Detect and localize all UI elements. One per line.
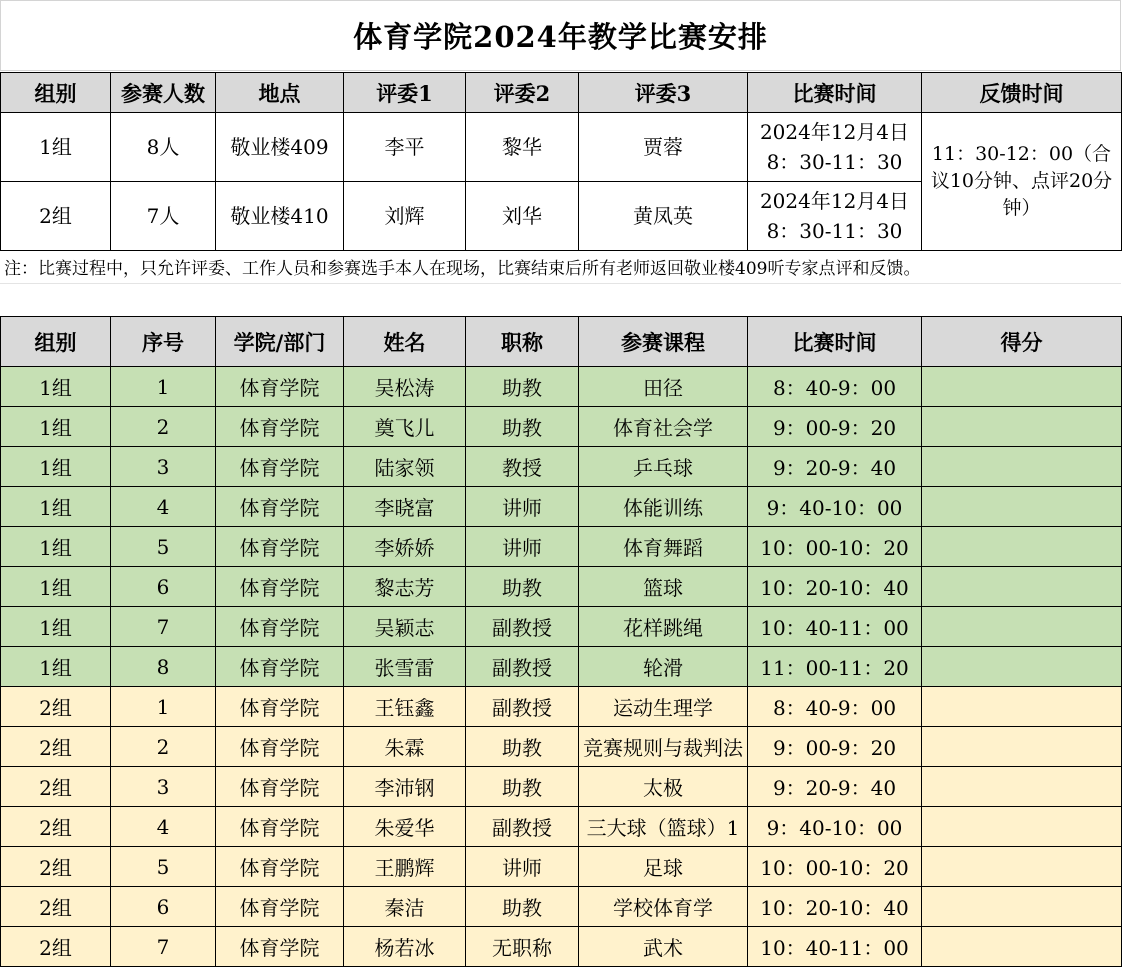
number-cell[interactable]: 7: [111, 607, 216, 647]
group-cell[interactable]: 2组: [1, 887, 111, 927]
table-row: [1, 367, 1122, 407]
course-cell[interactable]: 竞赛规则与裁判法: [579, 727, 748, 767]
job-title-cell[interactable]: 无职称: [466, 927, 579, 967]
time-cell[interactable]: 9：40-10：00: [748, 487, 922, 527]
header-cell: 组别: [1, 317, 111, 367]
header-cell: 序号: [111, 317, 216, 367]
score-cell[interactable]: [922, 407, 1122, 447]
score-cell[interactable]: [922, 647, 1122, 687]
time-cell[interactable]: 10：40-11：00: [748, 607, 922, 647]
table-row: [1, 567, 1122, 607]
job-title-cell[interactable]: 助教: [466, 727, 579, 767]
table-row: [1, 447, 1122, 487]
job-title-cell[interactable]: 助教: [466, 887, 579, 927]
blank-row: [0, 283, 1121, 317]
number-cell[interactable]: 8: [111, 647, 216, 687]
name-cell[interactable]: 王鹏辉: [344, 847, 466, 887]
count-cell[interactable]: 8人: [111, 113, 216, 182]
course-cell[interactable]: 篮球: [579, 567, 748, 607]
table-row: [1, 607, 1122, 647]
job-title-cell[interactable]: 讲师: [466, 527, 579, 567]
header-cell: 评委2: [466, 73, 579, 113]
job-title-cell[interactable]: 助教: [466, 407, 579, 447]
score-cell[interactable]: [922, 607, 1122, 647]
group-cell[interactable]: 1组: [1, 447, 111, 487]
time-cell[interactable]: 9：00-9：20: [748, 727, 922, 767]
table-row: [1, 687, 1122, 727]
time-cell[interactable]: 10：00-10：20: [748, 527, 922, 567]
header-cell: 评委3: [579, 73, 748, 113]
table-row: [1, 847, 1122, 887]
judge2-cell[interactable]: 黎华: [466, 113, 579, 182]
summary-row: [1, 113, 1122, 182]
group-cell[interactable]: 1组: [1, 647, 111, 687]
datetime-cell[interactable]: [748, 182, 922, 251]
group-cell[interactable]: 2组: [1, 927, 111, 967]
table-row: [1, 807, 1122, 847]
time-cell[interactable]: 9：00-9：20: [748, 407, 922, 447]
number-cell[interactable]: 1: [111, 367, 216, 407]
score-cell[interactable]: [922, 527, 1122, 567]
judge1-cell[interactable]: 刘辉: [344, 182, 466, 251]
course-cell[interactable]: 体育舞蹈: [579, 527, 748, 567]
dept-cell[interactable]: 体育学院: [216, 847, 344, 887]
header-cell: 评委1: [344, 73, 466, 113]
summary-table: [0, 72, 1122, 251]
group-cell[interactable]: 2组: [1, 767, 111, 807]
header-cell: 参赛人数: [111, 73, 216, 113]
group-cell[interactable]: 1组: [1, 567, 111, 607]
name-cell[interactable]: 奠飞儿: [344, 407, 466, 447]
number-cell[interactable]: 1: [111, 687, 216, 727]
time-cell[interactable]: 8：40-9：00: [748, 367, 922, 407]
name-cell[interactable]: 黎志芳: [344, 567, 466, 607]
header-cell: 组别: [1, 73, 111, 113]
dept-cell[interactable]: 体育学院: [216, 807, 344, 847]
score-cell[interactable]: [922, 687, 1122, 727]
number-cell[interactable]: 6: [111, 567, 216, 607]
feedback-time-cell[interactable]: 11：30-12：00（合议10分钟、点评20分钟）: [922, 113, 1122, 251]
time-cell[interactable]: 9：20-9：40: [748, 767, 922, 807]
dept-cell[interactable]: 体育学院: [216, 607, 344, 647]
judge1-cell[interactable]: 李平: [344, 113, 466, 182]
course-cell[interactable]: 太极: [579, 767, 748, 807]
number-cell[interactable]: 2: [111, 727, 216, 767]
group-cell[interactable]: 1组: [1, 113, 111, 182]
judge3-cell[interactable]: 黄凤英: [579, 182, 748, 251]
dept-cell[interactable]: 体育学院: [216, 887, 344, 927]
summary-header-row: [1, 73, 1122, 113]
course-cell[interactable]: 学校体育学: [579, 887, 748, 927]
job-title-cell[interactable]: 助教: [466, 367, 579, 407]
place-cell[interactable]: 敬业楼409: [216, 113, 344, 182]
job-title-cell[interactable]: 副教授: [466, 607, 579, 647]
group-cell[interactable]: 2组: [1, 182, 111, 251]
header-cell: 反馈时间: [922, 73, 1122, 113]
job-title-cell[interactable]: 教授: [466, 447, 579, 487]
job-title-cell[interactable]: 副教授: [466, 687, 579, 727]
number-cell[interactable]: 6: [111, 887, 216, 927]
group-cell[interactable]: 1组: [1, 367, 111, 407]
number-cell[interactable]: 3: [111, 447, 216, 487]
name-cell[interactable]: 张雪雷: [344, 647, 466, 687]
table-row: [1, 887, 1122, 927]
job-title-cell[interactable]: 助教: [466, 767, 579, 807]
judge3-cell[interactable]: 贾蓉: [579, 113, 748, 182]
header-cell: 参赛课程: [579, 317, 748, 367]
score-cell[interactable]: [922, 447, 1122, 487]
group-cell[interactable]: 1组: [1, 607, 111, 647]
course-cell[interactable]: 三大球（篮球）1: [579, 807, 748, 847]
name-cell[interactable]: 朱霖: [344, 727, 466, 767]
job-title-cell[interactable]: 讲师: [466, 847, 579, 887]
header-cell: 比赛时间: [748, 317, 922, 367]
course-cell[interactable]: 田径: [579, 367, 748, 407]
score-cell[interactable]: [922, 367, 1122, 407]
header-cell: 得分: [922, 317, 1122, 367]
name-cell[interactable]: 李晓富: [344, 487, 466, 527]
time-cell[interactable]: 8：40-9：00: [748, 687, 922, 727]
number-cell[interactable]: 4: [111, 807, 216, 847]
dept-cell[interactable]: 体育学院: [216, 927, 344, 967]
time-cell[interactable]: 9：40-10：00: [748, 807, 922, 847]
course-cell[interactable]: 乒乓球: [579, 447, 748, 487]
name-cell[interactable]: 杨若冰: [344, 927, 466, 967]
group-cell[interactable]: 2组: [1, 807, 111, 847]
name-cell[interactable]: 李沛钢: [344, 767, 466, 807]
score-cell[interactable]: [922, 927, 1122, 967]
date-text: 2024年12月4日: [759, 120, 910, 144]
place-cell[interactable]: 敬业楼410: [216, 182, 344, 251]
name-cell[interactable]: 秦洁: [344, 887, 466, 927]
dept-cell[interactable]: 体育学院: [216, 767, 344, 807]
score-cell[interactable]: [922, 727, 1122, 767]
table-row: [1, 527, 1122, 567]
schedule-header-row: [1, 317, 1122, 367]
group-cell[interactable]: 1组: [1, 527, 111, 567]
score-cell[interactable]: [922, 567, 1122, 607]
course-cell[interactable]: 轮滑: [579, 647, 748, 687]
number-cell[interactable]: 5: [111, 847, 216, 887]
name-cell[interactable]: 吴颖志: [344, 607, 466, 647]
dept-cell[interactable]: 体育学院: [216, 407, 344, 447]
time-cell[interactable]: 10：20-10：40: [748, 887, 922, 927]
time-cell[interactable]: 9：20-9：40: [748, 447, 922, 487]
score-cell[interactable]: [922, 887, 1122, 927]
course-cell[interactable]: 运动生理学: [579, 687, 748, 727]
score-cell[interactable]: [922, 487, 1122, 527]
name-cell[interactable]: 王钰鑫: [344, 687, 466, 727]
course-cell[interactable]: 体育社会学: [579, 407, 748, 447]
name-cell[interactable]: 陆家领: [344, 447, 466, 487]
name-cell[interactable]: 李娇娇: [344, 527, 466, 567]
table-row: [1, 407, 1122, 447]
name-cell[interactable]: 吴松涛: [344, 367, 466, 407]
course-cell[interactable]: 体能训练: [579, 487, 748, 527]
job-title-cell[interactable]: 讲师: [466, 487, 579, 527]
schedule-table: [0, 316, 1122, 967]
course-cell[interactable]: 武术: [579, 927, 748, 967]
course-cell[interactable]: 花样跳绳: [579, 607, 748, 647]
page-title: 体育学院2024年教学比赛安排: [0, 0, 1121, 71]
number-cell[interactable]: 2: [111, 407, 216, 447]
name-cell[interactable]: 朱爱华: [344, 807, 466, 847]
number-cell[interactable]: 7: [111, 927, 216, 967]
table-row: [1, 767, 1122, 807]
time-text: 8：30-11：30: [766, 150, 903, 174]
number-cell[interactable]: 4: [111, 487, 216, 527]
datetime-cell[interactable]: [748, 113, 922, 182]
dept-cell[interactable]: 体育学院: [216, 367, 344, 407]
job-title-cell[interactable]: 助教: [466, 567, 579, 607]
table-row: [1, 727, 1122, 767]
group-cell[interactable]: 1组: [1, 407, 111, 447]
score-cell[interactable]: [922, 767, 1122, 807]
job-title-cell[interactable]: 副教授: [466, 807, 579, 847]
dept-cell[interactable]: 体育学院: [216, 647, 344, 687]
score-cell[interactable]: [922, 807, 1122, 847]
time-cell[interactable]: 10：20-10：40: [748, 567, 922, 607]
table-row: [1, 487, 1122, 527]
header-cell: 姓名: [344, 317, 466, 367]
job-title-cell[interactable]: 副教授: [466, 647, 579, 687]
number-cell[interactable]: 3: [111, 767, 216, 807]
group-cell[interactable]: 2组: [1, 687, 111, 727]
time-cell[interactable]: 10：00-10：20: [748, 847, 922, 887]
dept-cell[interactable]: 体育学院: [216, 447, 344, 487]
group-cell[interactable]: 2组: [1, 727, 111, 767]
time-cell[interactable]: 11：00-11：20: [748, 647, 922, 687]
note-text: 注：比赛过程中，只允许评委、工作人员和参赛选手本人在现场，比赛结束后所有老师返回敬业楼409听专家点评和反馈。: [4, 259, 921, 279]
dept-cell[interactable]: 体育学院: [216, 487, 344, 527]
dept-cell[interactable]: 体育学院: [216, 527, 344, 567]
time-text: 8：30-11：30: [766, 219, 903, 243]
dept-cell[interactable]: 体育学院: [216, 727, 344, 767]
header-cell: 学院/部门: [216, 317, 344, 367]
judge2-cell[interactable]: 刘华: [466, 182, 579, 251]
table-row: [1, 927, 1122, 967]
header-cell: 比赛时间: [748, 73, 922, 113]
dept-cell[interactable]: 体育学院: [216, 567, 344, 607]
course-cell[interactable]: 足球: [579, 847, 748, 887]
table-row: [1, 647, 1122, 687]
count-cell[interactable]: 7人: [111, 182, 216, 251]
number-cell[interactable]: 5: [111, 527, 216, 567]
group-cell[interactable]: 2组: [1, 847, 111, 887]
header-cell: 职称: [466, 317, 579, 367]
header-cell: 地点: [216, 73, 344, 113]
dept-cell[interactable]: 体育学院: [216, 687, 344, 727]
date-text: 2024年12月4日: [759, 189, 910, 213]
group-cell[interactable]: 1组: [1, 487, 111, 527]
time-cell[interactable]: 10：40-11：00: [748, 927, 922, 967]
score-cell[interactable]: [922, 847, 1122, 887]
schedule-body: [1, 367, 1122, 967]
